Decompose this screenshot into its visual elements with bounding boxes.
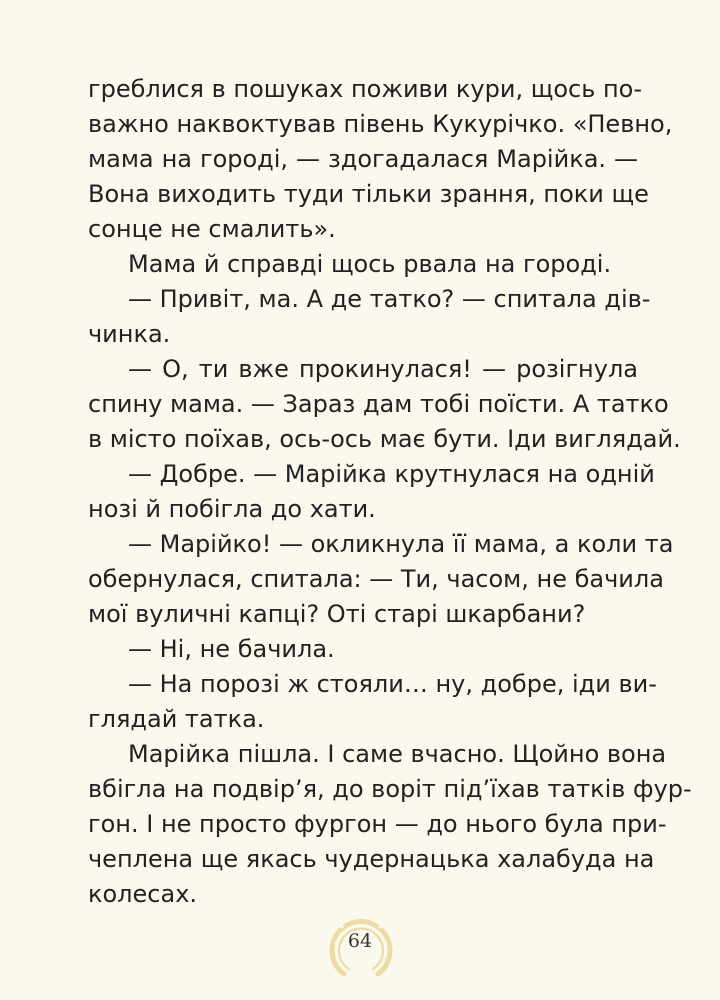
text-line: гон. І не просто фургон — до нього була при- bbox=[88, 810, 667, 838]
text-line: нозі й побігла до хати. bbox=[88, 495, 376, 523]
text-line: — Привіт, ма. А де татко? — спитала дів- bbox=[128, 285, 651, 313]
text-line: чеплена ще якась чудернацька халабуда на bbox=[88, 845, 655, 873]
text-line: мама на городі, — здогадалася Марійка. — bbox=[88, 145, 638, 173]
page-footer bbox=[322, 908, 398, 984]
text-line: колесах. bbox=[88, 880, 198, 908]
text-line: важно наквоктував півень Кукурічко. «Певно, bbox=[88, 110, 673, 138]
text-line: греблися в пошуках поживи кури, щось по- bbox=[88, 75, 643, 103]
text-line: Вона виходить туди тільки зрання, поки ще bbox=[88, 180, 649, 208]
text-line: Мама й справді щось рвала на городі. bbox=[128, 250, 612, 278]
text-line: Марійка пішла. І саме вчасно. Щойно вона bbox=[128, 740, 667, 768]
text-line: глядай татка. bbox=[88, 705, 265, 733]
text-line: в місто поїхав, ось-ось має бути. Іди виглядай. bbox=[88, 425, 681, 453]
page-number: 64 bbox=[347, 930, 373, 952]
text-line: чинка. bbox=[88, 320, 171, 348]
text-line: мої вуличні капці? Оті старі шкарбани? bbox=[88, 600, 586, 628]
text-line: обернулася, спитала: — Ти, часом, не бачила bbox=[88, 565, 664, 593]
text-line: — Добре. — Марійка крутнулася на одній bbox=[128, 460, 655, 488]
text-line: — Ні, не бачила. bbox=[128, 635, 335, 663]
text-line: — Марійко! — окликнула її мама, а коли та bbox=[128, 530, 674, 558]
text-line: — На порозі ж стояли… ну, добре, іди ви- bbox=[128, 670, 657, 698]
text-line: сонце не смалить». bbox=[88, 215, 336, 243]
text-line: — О, ти вже прокинулася! — розігнула bbox=[128, 355, 638, 383]
text-line: вбігла на подвір’я, до воріт під’їхав татків фур- bbox=[88, 775, 692, 803]
page-text bbox=[88, 72, 692, 912]
text-line: спину мама. — Зараз дам тобі поїсти. А татко bbox=[88, 390, 669, 418]
